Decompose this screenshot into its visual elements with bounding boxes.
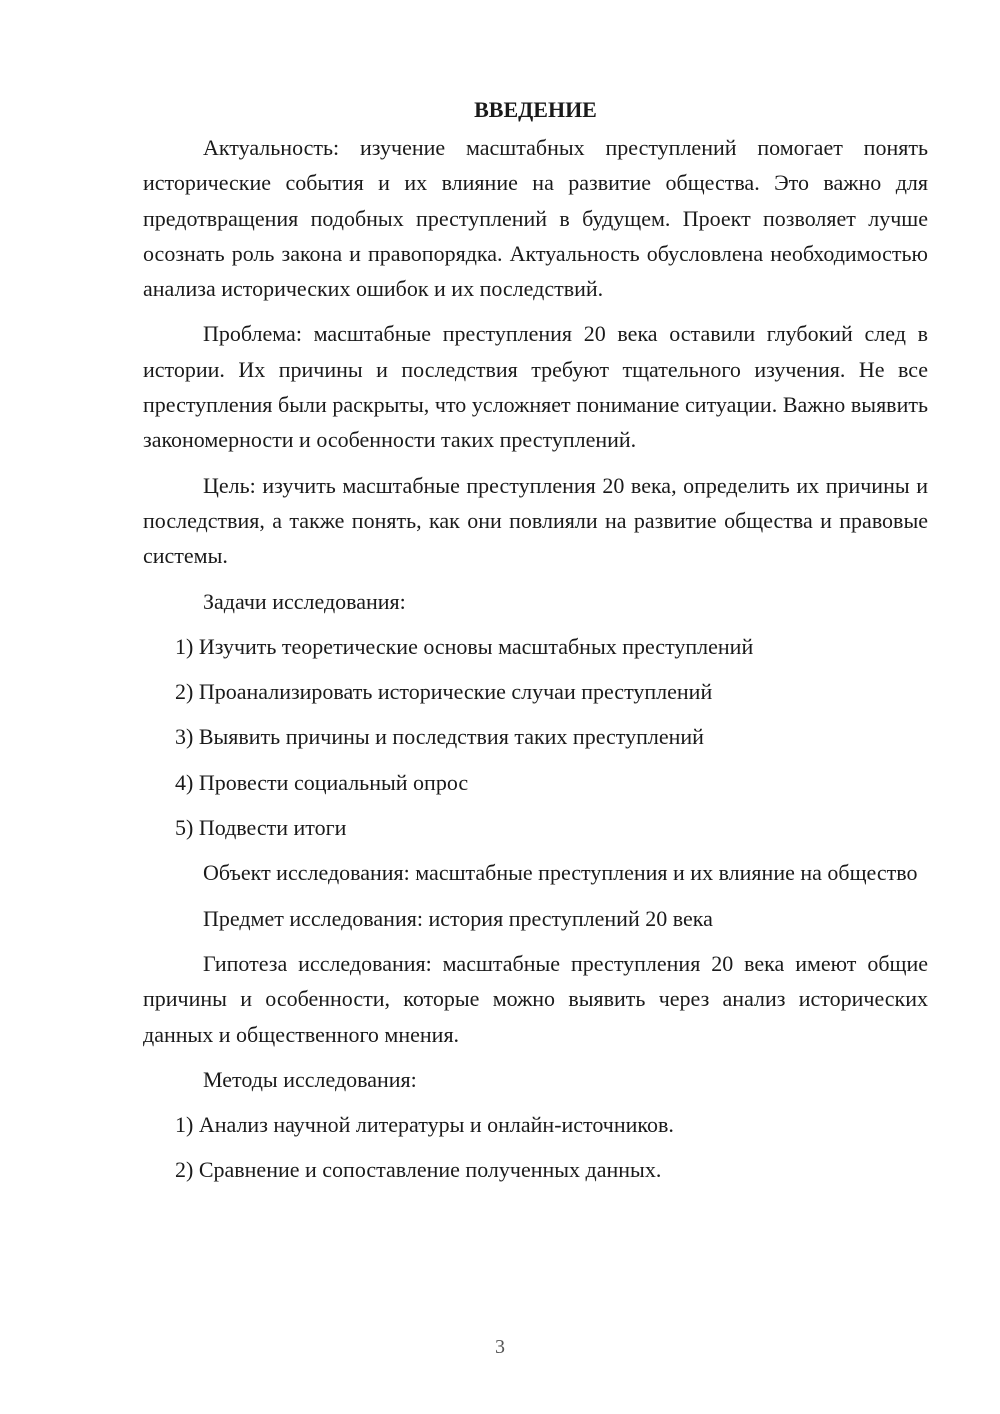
hypothesis-paragraph: Гипотеза исследования: масштабные преступления 20 века имеют общие причины и особенности, которые можно выявить через анализ исторических данных и общественного мнения.: [143, 950, 928, 1047]
subject-paragraph: Предмет исследования: история преступлений 20 века: [203, 905, 713, 931]
problem-paragraph: Проблема: масштабные преступления 20 века оставили глубокий след в истории. Их причины и последствия требуют тщательного изучения. Не все преступления были раскрыты, что усложняет понимание ситуации. Важно выявить закономерности и особенности таких преступлений.: [143, 321, 928, 453]
tasks-title: Задачи исследования:: [203, 588, 406, 614]
method-item-1: 1) Анализ научной литературы и онлайн-источников.: [175, 1112, 674, 1138]
method-item-2: 2) Сравнение и сопоставление полученных данных.: [175, 1157, 662, 1183]
page-heading: ВВЕДЕНИЕ: [474, 97, 597, 122]
page-number: 3: [495, 1336, 505, 1358]
methods-title: Методы исследования:: [203, 1066, 417, 1092]
document-page: [143, 92, 928, 1198]
task-item-2: 2) Проанализировать исторические случаи преступлений: [175, 679, 713, 705]
goal-paragraph: Цель: изучить масштабные преступления 20 века, определить их причины и последствия, а также понять, как они повлияли на развитие общества и правовые системы.: [143, 472, 928, 569]
task-item-5: 5) Подвести итоги: [175, 815, 347, 841]
task-item-3: 3) Выявить причины и последствия таких преступлений: [175, 724, 704, 750]
task-item-4: 4) Провести социальный опрос: [175, 769, 469, 795]
object-paragraph: Объект исследования: масштабные преступления и их влияние на общество: [203, 860, 918, 886]
relevance-paragraph: Актуальность: изучение масштабных преступлений помогает понять исторические события и их влияние на развитие общества. Это важно для предотвращения подобных преступлений в будущем. Проект позволяет лучше осознать роль закона и правопорядка. Актуальность обусловлена необходимостью анализа исторических ошибок и их последствий.: [143, 135, 928, 302]
task-item-1: 1) Изучить теоретические основы масштабных преступлений: [175, 633, 754, 659]
